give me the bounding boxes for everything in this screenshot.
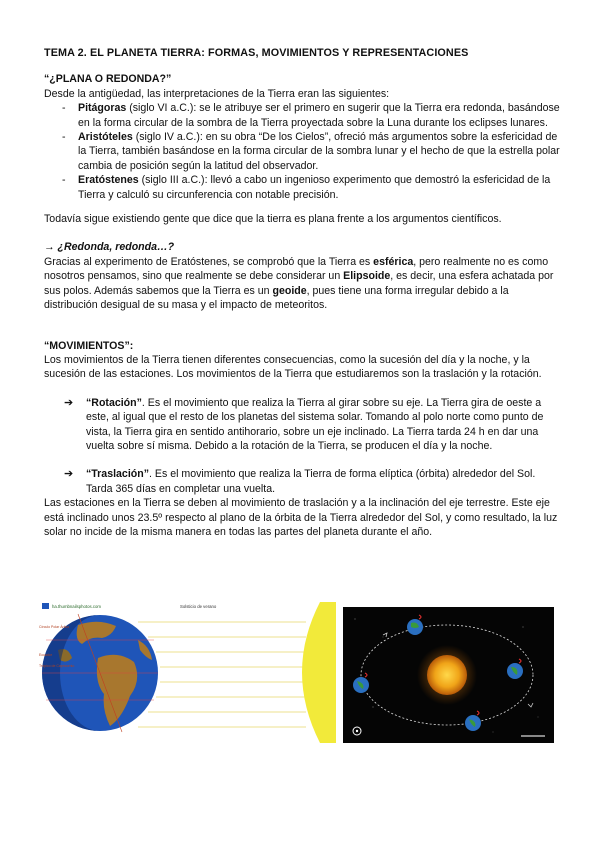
term-elipsoide: Elipsoide [343, 270, 391, 283]
philosopher-text: (siglo VI a.C.): se le atribuye ser el primero en sugerir que la Tierra era redonda, basándose en la forma circular de la sombra de la Tierra proyectada sobre la Luna durante los eclipses lunares. [78, 102, 560, 129]
philosopher-text: (siglo III a.C.): llevó a cabo un ingenioso experimento que demostró la esfericidad de la Tierra y calculó su circunferencia con notable precisión. [78, 174, 551, 201]
philosophers-list [44, 101, 560, 202]
figure-header: ha.thumbnailsphotos.com [52, 604, 101, 609]
round-paragraph [44, 255, 560, 313]
philosopher-name: Eratóstenes [78, 174, 139, 187]
movements-intro: Los movimientos de la Tierra tienen diferentes consecuencias, como la sucesión del día y la noche, y la sucesión de las estaciones. Los movimientos de la Tierra que estudiaremos son la traslación y la rotación. [44, 353, 542, 381]
text-run: Gracias al experimento de Eratóstenes, se comprobó que la Tierra es [44, 255, 374, 268]
philosopher-name: Pitágoras [78, 102, 127, 115]
term-esferica: esférica [373, 255, 414, 268]
page-title: TEMA 2. EL PLANETA TIERRA: FORMAS, MOVIMIENTOS Y REPRESENTACIONES [44, 47, 469, 59]
translation-label: “Traslación” [86, 468, 149, 481]
label-capricorn: Trópico de Capricornio [39, 664, 75, 668]
rotation-text: . Es el movimiento que realiza la Tierra al girar sobre su eje. La Tierra gira de oeste a este, al igual que el resto de los planetas del sistema solar. Tomando al polo norte como punto de vista, la Tierra gira en sentido antihorario, sobre un eje inclinado. La Tierra tarda 24 h en dar una vuelta sobre sí misma. Debido a la rotación de la Tierra, se producen el día y la noche. [86, 396, 544, 452]
label-arctic: Círculo Polar Ártico [39, 625, 70, 629]
term-geoide: geoide [272, 284, 307, 297]
solstice-illustration [38, 600, 336, 743]
flat-earth-note: Todavía sigue existiendo gente que dice que la tierra es plana frente a los argumentos científicos. [44, 213, 502, 226]
figure-caption: Solsticio de verano [180, 604, 217, 609]
arrow-icon: ➔ [64, 468, 74, 481]
list-item [60, 173, 560, 202]
orbit-image [343, 607, 554, 743]
text-run: , pues tiene una forma irregular debido a la distribución desigual de su masa y el impacto de meteoritos. [44, 284, 509, 312]
label-equator: Ecuador [39, 653, 53, 657]
list-item [60, 101, 560, 130]
translation-text: . Es el movimiento que realiza la Tierra de forma elíptica (órbita) alrededor del Sol. Tarda 365 días en completar una vuelta. [86, 468, 536, 495]
philosopher-text: (siglo IV a.C.): en su obra “De los Cielos”, ofreció más argumentos sobre la esfericidad de la Tierra, también basándose en la forma circular de la sombra lunar y el hecho de que la estrella polar cambia de posición según la latitud del observador. [78, 131, 560, 172]
figures-row [38, 600, 554, 743]
list-item [60, 130, 560, 173]
document-body [44, 46, 560, 539]
movements-list [44, 396, 560, 496]
list-item-translation [64, 467, 560, 496]
seasons-paragraph: Las estaciones en la Tierra se deben al movimiento de traslación y a la inclinación del eje terrestre. Este eje está inclinado unos 23.5º respecto al plano de la órbita de la Tierra alrededor del Sol, y como resultado, la luz solar no incide de la misma manera en todas las partes del planeta durante el año. [44, 497, 558, 538]
section-heading-shape: “¿PLANA O REDONDA?” [44, 73, 172, 86]
section-heading-movements: “MOVIMIENTOS”: [44, 339, 134, 352]
sun [427, 655, 467, 695]
text-run: , es decir, una esfera achatada por sus polos. Además sabemos que la Tierra es un [44, 270, 554, 297]
orbit-illustration [343, 607, 554, 743]
section-intro: Desde la antigüedad, las interpretaciones de la Tierra eran las siguientes: [44, 87, 390, 100]
section-heading-round: → ¿Redonda, redonda…? [44, 241, 175, 254]
solstice-image [38, 600, 336, 743]
rotation-label: “Rotación” [86, 396, 142, 409]
list-item-rotation [64, 396, 560, 454]
header-logo-icon [42, 603, 49, 609]
text-run: , pero realmente no es como nosotros pensamos, sino que realmente se debe considerar un [44, 255, 549, 283]
philosopher-name: Aristóteles [78, 131, 133, 144]
arrow-icon: ➔ [64, 396, 74, 409]
